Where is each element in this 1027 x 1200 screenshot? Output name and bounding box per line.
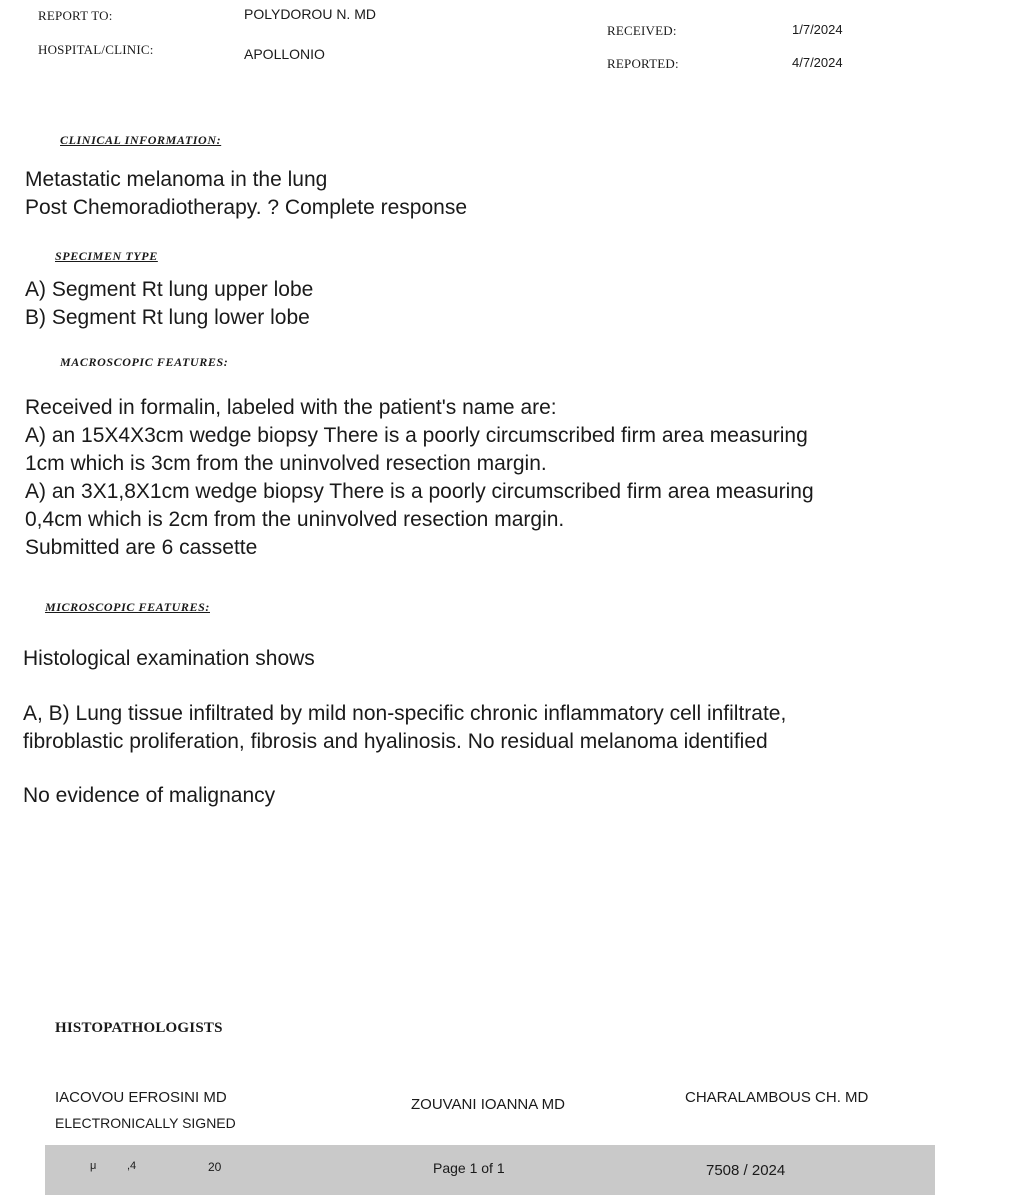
footer-bar — [45, 1145, 935, 1195]
hospital-label: HOSPITAL/CLINIC: — [38, 42, 154, 57]
microscopic-line: fibroblastic proliferation, fibrosis and hyalinosis. No residual melanoma identified — [23, 730, 768, 753]
hospital-value: APOLLONIO — [244, 46, 325, 62]
doctor-1-name: IACOVOU EFROSINI MD — [55, 1089, 227, 1106]
macroscopic-line: A) an 3X1,8X1cm wedge biopsy There is a poorly circumscribed firm area measuring — [25, 480, 814, 503]
microscopic-conclusion: No evidence of malignancy — [23, 784, 276, 807]
specimen-line: A) Segment Rt lung upper lobe — [25, 278, 314, 301]
footer-code-b: ,4 — [127, 1160, 137, 1172]
doctor-2-name: ZOUVANI IOANNA MD — [411, 1096, 565, 1113]
macroscopic-title: MACROSCOPIC FEATURES: — [60, 355, 229, 369]
macroscopic-line: 1cm which is 3cm from the uninvolved resection margin. — [25, 452, 547, 475]
report-to-value: POLYDOROU N. MD — [244, 6, 376, 22]
footer-code-c: 20 — [208, 1160, 222, 1174]
microscopic-title: MICROSCOPIC FEATURES: — [45, 600, 210, 614]
histopathologists-title: HISTOPATHOLOGISTS — [55, 1020, 223, 1036]
report-reference: 7508 / 2024 — [706, 1162, 786, 1179]
electronically-signed-note: ELECTRONICALLY SIGNED — [55, 1115, 236, 1131]
doctor-3-name: CHARALAMBOUS CH. MD — [685, 1089, 869, 1106]
received-label: RECEIVED: — [607, 23, 677, 38]
received-value: 1/7/2024 — [792, 22, 843, 37]
report-to-label: REPORT TO: — [38, 8, 113, 23]
microscopic-findings — [23, 700, 786, 756]
reported-label: REPORTED: — [607, 56, 679, 71]
reported-value: 4/7/2024 — [792, 55, 843, 70]
macroscopic-line: Submitted are 6 cassette — [25, 536, 258, 559]
specimen-line: B) Segment Rt lung lower lobe — [25, 306, 310, 329]
footer-code-a: μ — [90, 1160, 97, 1172]
macroscopic-line: Received in formalin, labeled with the patient's name are: — [25, 396, 557, 419]
microscopic-line: A, B) Lung tissue infiltrated by mild non-specific chronic inflammatory cell infiltrate, — [23, 702, 787, 725]
specimen-type-title: SPECIMEN TYPE — [55, 249, 158, 263]
clinical-info-text — [25, 166, 467, 222]
macroscopic-text — [25, 394, 814, 562]
clinical-info-title: CLINICAL INFORMATION: — [60, 133, 222, 147]
clinical-line: Post Chemoradiotherapy. ? Complete response — [25, 196, 468, 219]
microscopic-intro: Histological examination shows — [23, 647, 315, 670]
specimen-type-text — [25, 276, 313, 332]
macroscopic-line: 0,4cm which is 2cm from the uninvolved resection margin. — [25, 508, 565, 531]
clinical-line: Metastatic melanoma in the lung — [25, 168, 328, 191]
page-number: Page 1 of 1 — [433, 1160, 505, 1176]
macroscopic-line: A) an 15X4X3cm wedge biopsy There is a poorly circumscribed firm area measuring — [25, 424, 808, 447]
